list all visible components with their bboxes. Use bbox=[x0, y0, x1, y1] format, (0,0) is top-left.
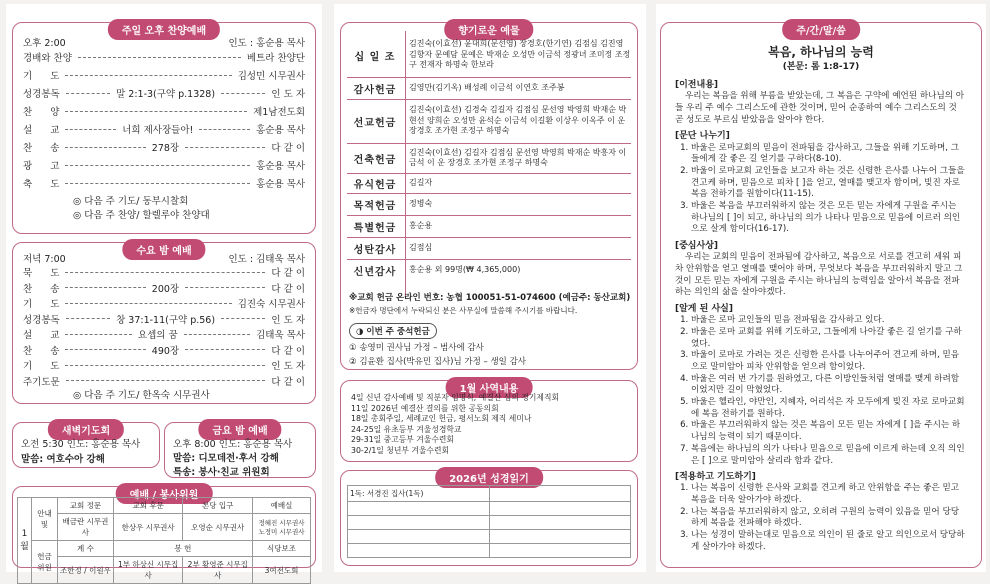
table-header: 예배실 bbox=[253, 498, 311, 514]
list-item: 2. 바울이 로마교회 교인들을 보고자 하는 것은 신령한 은사를 나누어 그들을 견고케 하며, 믿음으로 피차 [ ]을 얻고, 열매를 맺고자 함이며, 빚진 자로 복음 전하기를 원함이다(11-15). bbox=[691, 166, 967, 201]
next-week-note: ◎ 다음 주 찬양/ 할렐루야 찬양대 bbox=[73, 210, 210, 221]
section-header: 주일 오후 찬양예배 bbox=[108, 19, 220, 40]
table-header: 식당보조 bbox=[253, 541, 311, 557]
role-cell: 안내 및 bbox=[32, 498, 58, 541]
reading-cell bbox=[489, 486, 631, 502]
row-label: 찬 송 bbox=[23, 283, 60, 295]
friday-time: 오후 8:00 인도: 홍순용 목사 bbox=[173, 439, 293, 450]
table-cell: 한상우 시무권사 bbox=[113, 514, 183, 541]
prayer-item: ② 김윤환 집사(박유민 집사)님 가정 – 생일 감사 bbox=[349, 357, 527, 367]
list-item: 3. 나는 성경이 말하는대로 믿음으로 의인이 된 줄로 알고 의인으로서 당당하게 살아가야 하겠다. bbox=[691, 530, 967, 553]
weekly-sermon bbox=[660, 22, 982, 568]
offering-row bbox=[347, 143, 631, 173]
order-of-service-row bbox=[23, 86, 305, 100]
row-value: 다 같 이 bbox=[271, 268, 305, 279]
role-cell: 헌금위원 bbox=[32, 541, 58, 584]
offering-names: 김길자 bbox=[409, 177, 433, 187]
bible-reading bbox=[340, 470, 638, 566]
list-item: 7. 복음에는 하나님의 의가 나타나 믿음으로 믿음에 이르게 하는데 오직 의인은 [ ]으로 말미암아 살리라 함과 같다. bbox=[691, 444, 967, 467]
list-item: 4. 바울은 여러 번 가기를 원하였고, 다른 이방인들처럼 열매를 맺게 하려함이었지만 길이 막혔었다. bbox=[691, 374, 967, 397]
order-of-service-row bbox=[23, 50, 305, 64]
row-detail: 490장 bbox=[151, 345, 180, 357]
row-detail: 창 37:1-11(구약 p.56) bbox=[116, 314, 216, 326]
offering-type: 목적헌금 bbox=[353, 200, 397, 212]
sermon-title: 복음, 하나님의 능력 bbox=[768, 45, 874, 59]
row-value: 다 같 이 bbox=[271, 376, 305, 388]
sermon-body bbox=[675, 75, 967, 554]
order-of-service-row bbox=[23, 104, 305, 118]
row-label: 성경봉독 bbox=[23, 89, 60, 100]
section-header: 새벽기도회 bbox=[48, 419, 124, 440]
offering-names: 김진숙(이효선) 윤대희(문선영) 장경호(한기연) 김점심 김진영 김향자 문예담 문예은 박재순 오성만 이금석 정광녀 조미정 조정구 전재자 하명숙 한보라 bbox=[409, 39, 631, 70]
offering-row bbox=[347, 193, 631, 215]
offering-names: 김진숙(이효선) 김경숙 김길자 김점심 문선영 박영희 박재순 박현선 양희순 오성만 윤석순 이금석 이길환 이상우 이옥주 이 운 장경호 조가현 조정구 하명숙 bbox=[409, 105, 627, 136]
row-label: 경배와 찬양 bbox=[23, 53, 72, 64]
dawn-time: 오전 5:30 인도: 홍순용 목사 bbox=[21, 439, 141, 450]
list-item: 1. 나는 복음이 신령한 은사와 교회를 견고케 하고 안위함을 주는 좋은 믿고 복음을 더욱 알아가야 하겠다. bbox=[691, 483, 967, 506]
order-of-service-row bbox=[23, 265, 305, 279]
table-header: 교회 정문 bbox=[58, 498, 114, 514]
reading-cell bbox=[348, 530, 490, 544]
list-item: 3. 바울이 로마로 가려는 것은 신령한 은사를 나누어주어 견고케 하며, 믿음으로 말미암아 피차 안위함을 얻으려 함이었다. bbox=[691, 350, 967, 373]
row-detail: 말 2:1-3(구약 p.1328) bbox=[116, 89, 216, 100]
order-of-service-row bbox=[23, 343, 305, 357]
offering-type: 특별헌금 bbox=[353, 222, 397, 234]
left-panel bbox=[6, 4, 322, 580]
bank-account: ※교회 헌금 온라인 번호: 농협 100051-51-074600 (예금주: 동산교회) bbox=[349, 293, 631, 303]
offering-row bbox=[347, 33, 631, 77]
row-value: 김태욱 목사 bbox=[256, 330, 305, 341]
reading-cell bbox=[489, 502, 631, 516]
row-detail: 요셉의 꿈 bbox=[137, 330, 178, 341]
reading-cell bbox=[489, 530, 631, 544]
offering-row bbox=[347, 77, 631, 99]
schedule-item: 18일 총회주일, 세례교인 헌금, 평서노회 제직 세미나 bbox=[351, 414, 532, 424]
list-item: 6. 바울은 부끄러워하지 않는 것은 복음이 모든 믿는 자에게 [ ]을 주시는 하나님의 능력이 되기 때문이다. bbox=[691, 420, 967, 443]
order-of-service-row bbox=[23, 158, 305, 172]
row-value: 인 도 자 bbox=[271, 89, 305, 100]
row-label: 성경봉독 bbox=[23, 314, 60, 326]
row-label: 찬 송 bbox=[23, 143, 60, 154]
offering-names: 홍순용 bbox=[409, 220, 433, 230]
row-value: 다 같 이 bbox=[271, 283, 305, 295]
table-cell: 2부 황영준 시무집사 bbox=[183, 557, 253, 584]
list-item: 2. 바울은 로마 교회를 위해 기도하고, 그들에게 나아갈 좋은 길 얻기를 구하였다. bbox=[691, 327, 967, 350]
service-time: 오후 2:00 bbox=[23, 38, 66, 49]
row-label: 찬 송 bbox=[23, 345, 60, 357]
schedule-item: 24-25일 유초등부 겨울성경학교 bbox=[351, 424, 462, 434]
friday-special: 특송: 봉사·친교 위원회 bbox=[173, 467, 270, 478]
service-leader: 인도 : 홍순용 목사 bbox=[228, 38, 305, 49]
paragraph: 우리는 교회의 믿음이 전파됨에 감사하고, 복음으로 서로를 견고히 세워 피차 안위함을 얻고 열매를 맺어야 하며, 무엇보다 복음을 부끄러워하지 말고 그것이 모든 믿는 자에게 구원을 주시는 하나님의 능력임을 알아서 복음을 전파하는 의인의 삶을 살아야겠다. bbox=[675, 252, 963, 298]
row-value: 인 도 자 bbox=[271, 361, 305, 372]
offering-type: 성탄감사 bbox=[353, 244, 397, 256]
order-of-service-row bbox=[23, 296, 305, 310]
prayer-header: ◑ 이번 주 중석헌금 bbox=[349, 323, 437, 339]
row-value: 다 같 이 bbox=[271, 345, 305, 357]
offering-section bbox=[340, 22, 638, 370]
offering-names: 홍순용 외 99명(₩ 4,365,000) bbox=[409, 264, 521, 274]
section-heading: [알게 된 사실] bbox=[675, 304, 733, 315]
table-cell: 1부 하상신 시무집사 bbox=[113, 557, 183, 584]
order-of-service-row bbox=[23, 68, 305, 82]
table-cell: 오영순 시무권사 bbox=[183, 514, 253, 541]
offering-row bbox=[347, 99, 631, 143]
sunday-afternoon-service bbox=[12, 22, 316, 234]
section-header: 주/간/말/씀 bbox=[782, 19, 860, 40]
service-leader: 인도 : 김태욱 목사 bbox=[228, 254, 305, 265]
row-value: 김성민 시무권사 bbox=[237, 71, 305, 82]
wednesday-evening-service bbox=[12, 242, 316, 404]
table-header: 본당 입구 bbox=[183, 498, 253, 514]
section-heading: [적용하고 기도하기] bbox=[675, 472, 756, 483]
row-label: 기 도 bbox=[23, 361, 60, 372]
dawn-sermon: 말씀: 여호수아 강해 bbox=[21, 454, 105, 465]
order-of-service-row bbox=[23, 374, 305, 388]
january-schedule bbox=[340, 380, 638, 462]
offering-names: 김진숙(이효선) 김길자 김점심 문선영 박영희 박재순 박흥자 이금석 이 운 장경호 조가현 조정구 하명숙 bbox=[409, 147, 627, 167]
row-label: 묵 도 bbox=[23, 268, 60, 279]
section-header: 예배 / 봉사위원 bbox=[116, 483, 213, 504]
table-cell: 정혜진 시무권사 노정미 시무권사 bbox=[253, 514, 311, 541]
row-label: 설 교 bbox=[23, 330, 60, 341]
list-item: 1. 바울은 로마 교인들의 믿음 전파됨을 감사하고 있다. bbox=[691, 315, 967, 327]
row-label: 축 도 bbox=[23, 179, 60, 190]
offering-type: 십 일 조 bbox=[354, 51, 396, 63]
offering-type: 건축헌금 bbox=[353, 154, 397, 166]
schedule-item: 29-31일 중고등부 겨울수련회 bbox=[351, 435, 454, 445]
row-value: 홍순용 목사 bbox=[256, 179, 305, 190]
row-detail: 너희 제사장들아! bbox=[122, 125, 194, 136]
table-cell: 조한정 / 이원우 bbox=[58, 557, 114, 584]
section-header: 2026년 성경읽기 bbox=[435, 467, 543, 488]
order-of-service-row bbox=[23, 281, 305, 295]
month-cell: 1월 bbox=[18, 498, 32, 584]
middle-panel bbox=[334, 4, 646, 572]
row-value: 인 도 자 bbox=[271, 314, 305, 326]
row-value: 홍순용 목사 bbox=[256, 161, 305, 172]
offering-type: 유식헌금 bbox=[353, 179, 397, 191]
row-detail: 200장 bbox=[151, 283, 180, 295]
paragraph: 우리는 복음을 위해 부름을 받았는데, 그 복음은 구약에 예언된 하나님의 아들 우리 주 예수 그리스도에 관한 것이며, 믿어 순종하여 예수 그리스도의 것 곧 성도로 부르심 받았음을 알아야 한다. bbox=[675, 91, 965, 125]
row-label: 기 도 bbox=[23, 299, 60, 310]
volunteer-table bbox=[17, 497, 311, 584]
row-value: 베트라 찬양단 bbox=[246, 53, 305, 64]
offering-row bbox=[347, 259, 631, 281]
section-heading: [이전내용] bbox=[675, 80, 719, 90]
section-header: 수요 밤 예배 bbox=[122, 239, 205, 260]
order-of-service-row bbox=[23, 358, 305, 372]
reading-cell bbox=[348, 516, 490, 530]
order-of-service-row bbox=[23, 312, 305, 326]
friday-sermon: 말씀: 디모데전·후서 강해 bbox=[173, 453, 279, 464]
row-detail: 278장 bbox=[151, 143, 180, 154]
service-volunteers bbox=[12, 486, 316, 580]
section-header: 향기로운 예물 bbox=[444, 19, 533, 40]
offering-type: 신년감사 bbox=[353, 266, 397, 278]
offering-names: 정병숙 bbox=[409, 198, 433, 208]
row-value: 제1남전도회 bbox=[253, 107, 305, 118]
offering-row bbox=[347, 173, 631, 193]
row-value: 다 같 이 bbox=[271, 143, 305, 154]
reading-cell bbox=[489, 516, 631, 530]
row-value: 홍순용 목사 bbox=[256, 125, 305, 136]
offering-names: 김점심 bbox=[409, 242, 433, 252]
row-label: 찬 양 bbox=[23, 107, 60, 118]
table-header: 교회 후문 bbox=[113, 498, 183, 514]
reading-cell: 1독: 서경진 집사(1독) bbox=[348, 486, 490, 502]
offering-type: 감사헌금 bbox=[353, 84, 397, 96]
next-week-note: ◎ 다음 주 기도/ 한옥숙 시무권사 bbox=[73, 390, 210, 401]
reading-table bbox=[347, 485, 631, 558]
table-header: 계 수 bbox=[58, 541, 114, 557]
table-header: 봉 헌 bbox=[113, 541, 252, 557]
row-label: 주기도문 bbox=[23, 376, 60, 388]
offering-type: 선교헌금 bbox=[353, 117, 397, 129]
table-cell: 배금란 시무권사 bbox=[58, 514, 114, 541]
sermon-reference: (본문: 롬 1:8-17) bbox=[782, 62, 860, 72]
schedule-item: 11일 2026년 예결산 결의를 위한 공동의회 bbox=[351, 403, 499, 413]
reading-cell bbox=[489, 544, 631, 558]
friday-evening-service bbox=[164, 422, 316, 478]
schedule-item: 30-2/1일 청년부 겨울수련회 bbox=[351, 445, 450, 455]
row-label: 광 고 bbox=[23, 161, 60, 172]
list-item: 1. 바울은 로마교회의 믿음이 전파됨을 감사하고, 그들을 위해 기도하며, 그들에게 갈 좋은 길 얻기를 구하다(8-10). bbox=[691, 143, 967, 166]
dawn-prayer bbox=[12, 422, 160, 468]
table-cell: 3여전도회 bbox=[253, 557, 311, 584]
section-heading: [문단 나누기] bbox=[675, 131, 730, 142]
next-week-note: ◎ 다음 주 기도/ 동부시찰회 bbox=[73, 196, 189, 207]
list-item: 3. 바울은 복음을 부끄러워하지 않는 것은 모든 믿는 자에게 구원을 주시는 하나님의 [ ]이 되고, 하나님의 의가 나타나 믿음으로 믿음에 이르러 의인으로 살게 함이다(16-17). bbox=[691, 201, 967, 236]
service-time: 저녁 7:00 bbox=[23, 254, 66, 265]
prayer-item: ① 송영미 권사님 가정 – 범사에 감사 bbox=[349, 343, 484, 353]
right-panel bbox=[656, 4, 986, 572]
order-of-service-row bbox=[23, 176, 305, 190]
list-item: 5. 바울은 헬라인, 야만인, 지혜자, 어리석은 자 모두에게 빚진 자로 로마교회에 복음 전하기를 원하다. bbox=[691, 397, 967, 420]
row-label: 기 도 bbox=[23, 71, 60, 82]
schedule-item: 4일 신년 감사예배 및 직분자 임명식, 예결산 심의 정기제직회 bbox=[351, 393, 560, 402]
reading-cell bbox=[348, 502, 490, 516]
list-item: 2. 나는 복음을 부끄러워하지 않고, 오히려 구원의 능력이 있음을 믿어 당당하게 복음을 전파해야 하겠다. bbox=[691, 507, 967, 530]
order-of-service-row bbox=[23, 327, 305, 341]
offering-row bbox=[347, 215, 631, 237]
row-value: 김진숙 시무권사 bbox=[237, 299, 305, 310]
offering-names: 김영만(김기옥) 배성례 이금석 이연호 조주봉 bbox=[409, 82, 565, 92]
row-label: 설 교 bbox=[23, 125, 60, 136]
reading-cell bbox=[348, 544, 490, 558]
section-header: 금요 밤 예배 bbox=[198, 419, 281, 440]
offering-row bbox=[347, 237, 631, 259]
section-heading: [중심사상] bbox=[675, 241, 719, 252]
order-of-service-row bbox=[23, 122, 305, 136]
section-header: 1월 사역내용 bbox=[446, 377, 533, 398]
offering-note: ※헌금자 명단에서 누락되신 분은 사무실에 말씀해 주시기를 바랍니다. bbox=[349, 306, 578, 315]
order-of-service-row bbox=[23, 140, 305, 154]
